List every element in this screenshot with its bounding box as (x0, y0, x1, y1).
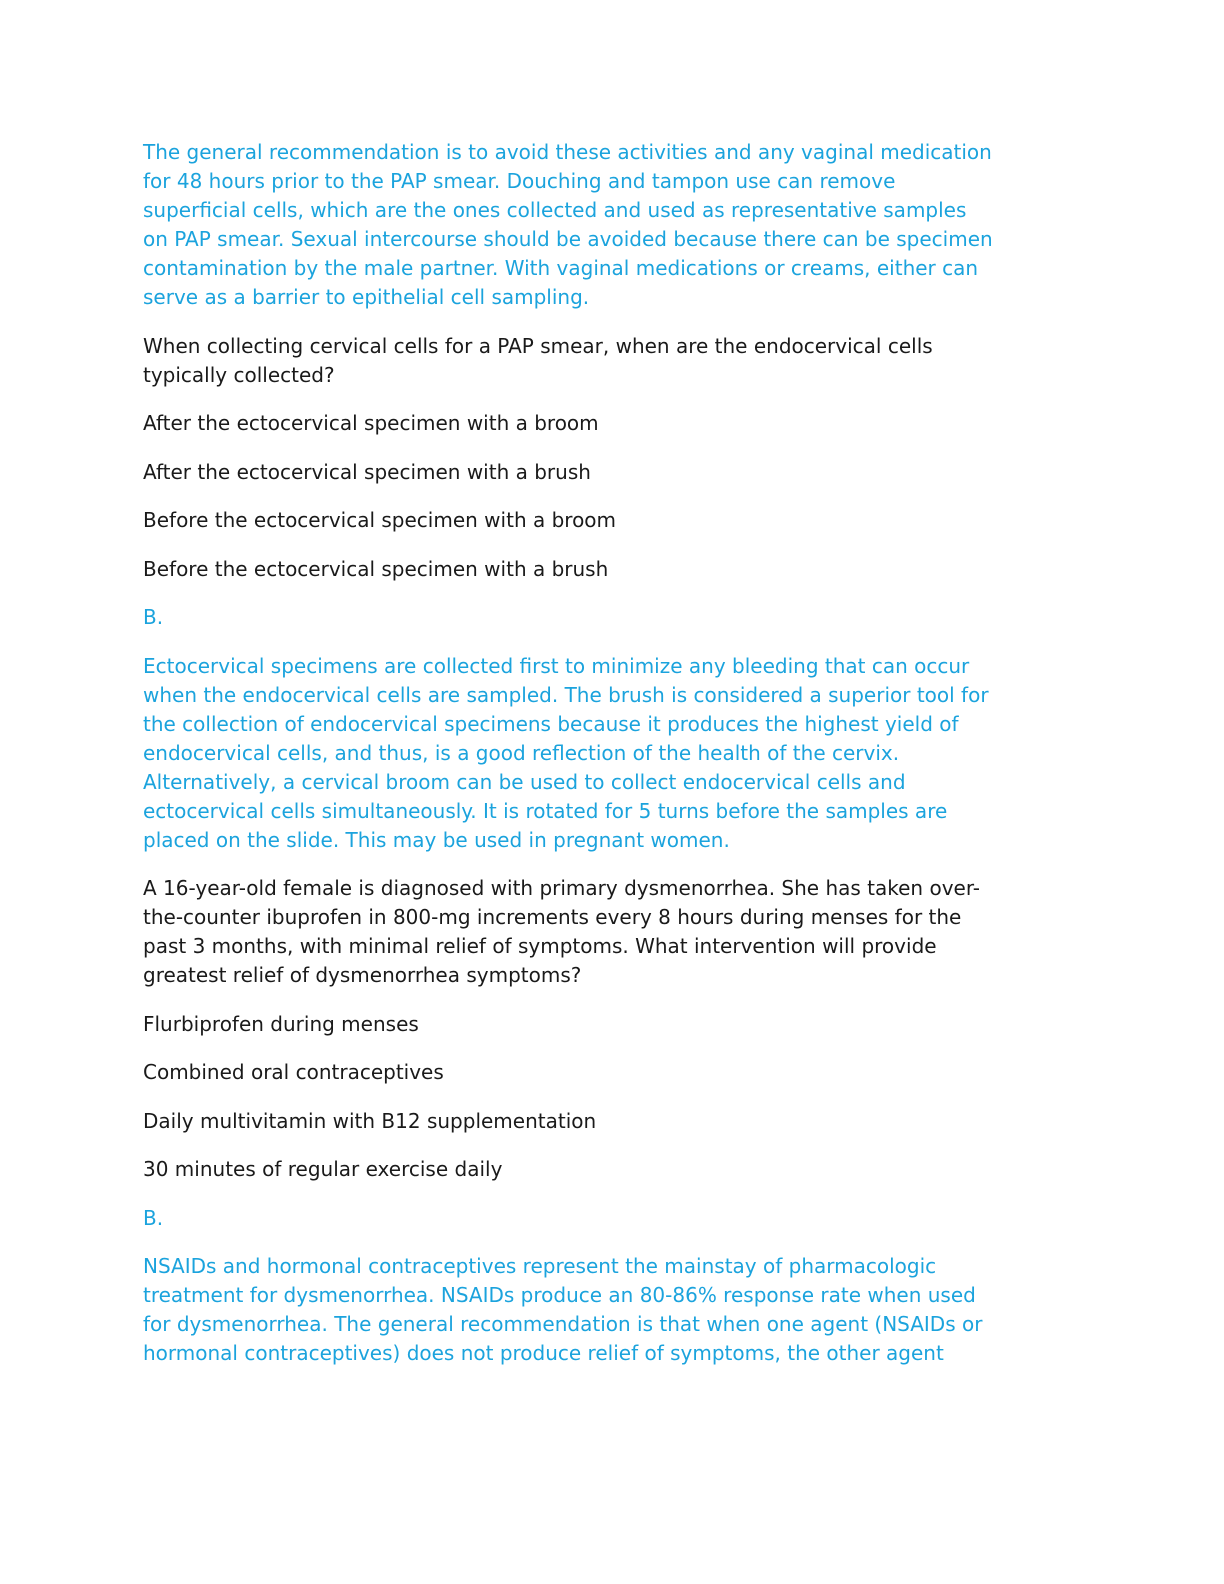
question-3-answer: B. (143, 1205, 164, 1230)
text-line: The general recommendation is to avoid these activities and any vaginal medication (143, 140, 992, 164)
text-line: A 16-year-old female is diagnosed with primary dysmenorrhea. She has taken over- (143, 876, 981, 900)
text-line: for dysmenorrhea. The general recommendation is that when one agent (NSAIDs or (143, 1312, 983, 1336)
text-line: past 3 months, with minimal relief of symptoms. What intervention will provide (143, 934, 937, 958)
question-2-stem (143, 332, 1078, 390)
text-line: greatest relief of dysmenorrhea symptoms? (143, 963, 582, 987)
question-2-option-b: After the ectocervical specimen with a brush (143, 459, 591, 484)
text-line: superficial cells, which are the ones collected and used as representative samples (143, 198, 967, 222)
question-2-option-d: Before the ectocervical specimen with a brush (143, 556, 609, 581)
document-page (143, 138, 1078, 1388)
text-line: for 48 hours prior to the PAP smear. Douching and tampon use can remove (143, 169, 896, 193)
text-line: on PAP smear. Sexual intercourse should be avoided because there can be specimen (143, 227, 993, 251)
text-line: the-counter ibuprofen in 800-mg increments every 8 hours during menses for the (143, 905, 962, 929)
rationale-paragraph-1 (143, 138, 1078, 312)
question-3-stem (143, 874, 1078, 990)
question-2-option-a: After the ectocervical specimen with a broom (143, 411, 599, 435)
question-2-rationale (143, 652, 1078, 855)
question-3-option-a: Flurbiprofen during menses (143, 1011, 419, 1036)
text-line: Ectocervical specimens are collected first to minimize any bleeding that can occur (143, 653, 970, 678)
text-line: NSAIDs and hormonal contraceptives represent the mainstay of pharmacologic (143, 1254, 937, 1278)
text-line: the collection of endocervical specimens because it produces the highest yield of (143, 711, 959, 736)
text-line: serve as a barrier to epithelial cell sampling. (143, 285, 590, 309)
question-3-option-c: Daily multivitamin with B12 supplementation (143, 1108, 597, 1133)
text-line: hormonal contraceptives) does not produce relief of symptoms, the other agent (143, 1341, 944, 1365)
question-3-option-b: Combined oral contraceptives (143, 1060, 444, 1084)
text-line: ectocervical cells simultaneously. It is rotated for 5 turns before the samples are (143, 798, 948, 823)
text-line: when the endocervical cells are sampled. The brush is considered a superior tool for (143, 682, 989, 707)
text-line: treatment for dysmenorrhea. NSAIDs produce an 80-86% response rate when used (143, 1283, 976, 1307)
text-line: endocervical cells, and thus, is a good reflection of the health of the cervix. (143, 740, 900, 765)
question-2-option-c: Before the ectocervical specimen with a broom (143, 508, 617, 532)
text-line: typically collected? (143, 362, 335, 387)
question-3-rationale (143, 1252, 1078, 1368)
question-3-option-d: 30 minutes of regular exercise daily (143, 1157, 503, 1181)
text-line: When collecting cervical cells for a PAP smear, when are the endocervical cells (143, 333, 933, 358)
text-line: Alternatively, a cervical broom can be used to collect endocervical cells and (143, 769, 906, 794)
text-line: placed on the slide. This may be used in pregnant women. (143, 827, 730, 852)
question-2-answer: B. (143, 605, 164, 629)
text-line: contamination by the male partner. With vaginal medications or creams, either can (143, 256, 979, 280)
